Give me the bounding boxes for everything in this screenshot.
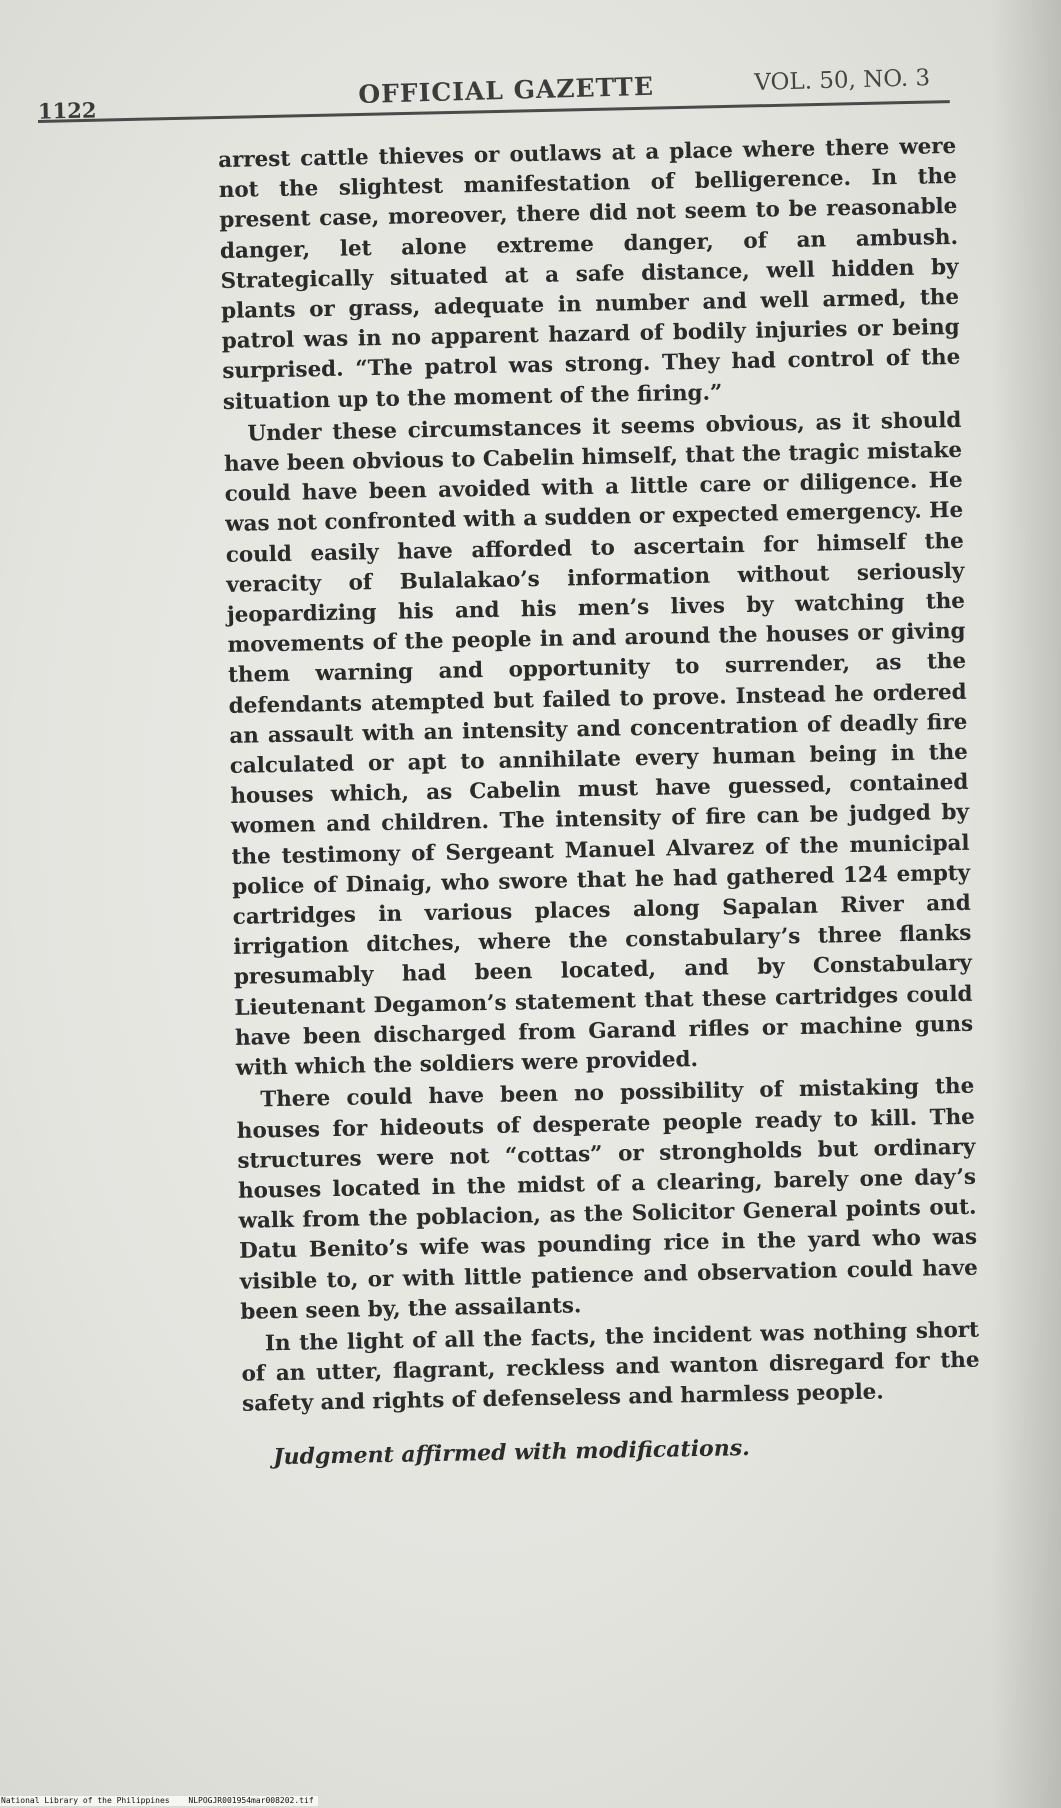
running-head-title: OFFICIAL GAZETTE (358, 71, 655, 109)
paragraph-4: In the light of all the facts, the incident was nothing short of an utter, flagrant, reckless and wanton disregard for the safety and rights of defenseless and harmless people. (241, 1317, 980, 1418)
body-text (218, 132, 981, 1472)
page-edge-shadow (991, 0, 1061, 1808)
judgment-line: Judgment affirmed with modifications. (272, 1434, 751, 1470)
volume-number: VOL. 50, NO. 3 (754, 65, 931, 96)
paragraph-1: arrest cattle thieves or outlaws at a place where there were not the slightest manifestation of belligerence. In the present case, moreover, there did not seem to be reasonable danger, let alone extreme danger, of an ambush. Strategically situated at a safe distance, well hidden by plants or grass, adequate in number and well armed, the patrol was in no apparent hazard of bodily injuries or being surprised. “The patrol was strong. They had control of the situation up to the moment of the firing.” (218, 133, 961, 415)
library-credit: National Library of the Philippines (1, 1796, 170, 1805)
paragraph-2: Under these circumstances it seems obvious, as it should have been obvious to Cabelin himself, that the tragic mistake could have been avoided with a little care or diligence. He was not confronted with a sudden or expected emergency. He could easily have afforded to ascertain for himself the veracity of Bulalakao’s information without seriously jeopardizing his and his men’s lives by watching the movements of the people in and around the houses or giving them warning and opportunity to surrender, as the defendants atempted but failed to prove. Instead he ordered an assault with an intensity and concentration of deadly fire calculated or apt to annihilate every human being in the houses which, as Cabelin must have guessed, contained women and children. The intensity of fire can be judged by the testimony of Sergeant Manuel Alvarez of the municipal police of Dinaig, who swore that he had gathered 124 empty cartridges in various places along Sapalan River and irrigation ditches, where the constabulary’s three flanks presumably had been located, and by Constabulary Lieutenant Degamon’s statement that these cartridges could have been discharged from Garand rifles or machine guns with which the soldiers were provided. (223, 407, 974, 1081)
scan-footer (0, 1796, 318, 1806)
page-number: 1122 (37, 97, 97, 124)
paragraph-3: There could have been no possibility of mistaking the houses for hideouts of desperate people ready to kill. The structures were not “cottas” or strongholds but ordinary houses located in the midst of a clearing, barely one day’s walk from the poblacion, as the Solicitor General points out. Datu Benito’s wife was pounding rice in the yard who was visible to, or with little patience and observation could have been seen by, the assailants. (236, 1073, 978, 1325)
file-id: NLPOGJR001954mar008202.tif (188, 1796, 314, 1805)
